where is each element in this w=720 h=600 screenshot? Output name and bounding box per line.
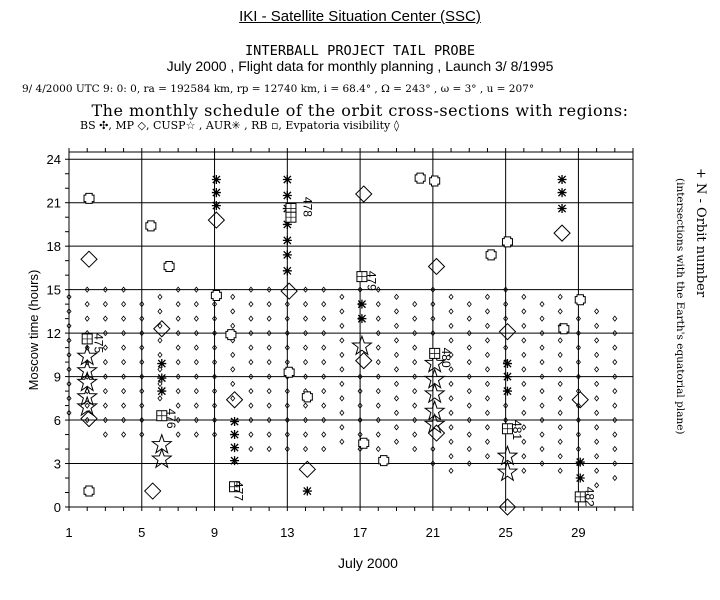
evpatoria-visibility-marker — [613, 432, 617, 437]
evpatoria-visibility-marker — [522, 410, 526, 415]
evpatoria-visibility-marker — [394, 323, 398, 328]
evpatoria-visibility-marker — [176, 316, 180, 321]
orbit-number-label: 478 — [300, 196, 315, 217]
evpatoria-visibility-marker — [595, 381, 599, 386]
evpatoria-visibility-marker — [304, 403, 308, 408]
evpatoria-visibility-marker — [467, 403, 471, 408]
evpatoria-visibility-marker — [249, 447, 253, 452]
evpatoria-visibility-marker — [340, 439, 344, 444]
mp-marker — [145, 483, 161, 499]
evpatoria-visibility-marker — [249, 345, 253, 350]
evpatoria-visibility-marker — [340, 352, 344, 357]
evpatoria-visibility-marker — [322, 403, 326, 408]
evpatoria-visibility-marker — [613, 360, 617, 365]
evpatoria-visibility-marker — [558, 454, 562, 459]
evpatoria-visibility-marker — [231, 352, 235, 357]
evpatoria-visibility-marker — [340, 367, 344, 372]
evpatoria-visibility-marker — [558, 396, 562, 401]
evpatoria-visibility-marker — [249, 403, 253, 408]
mp-marker — [208, 212, 224, 228]
orbit-number-labels — [91, 197, 596, 507]
bs-marker — [146, 221, 156, 231]
evpatoria-visibility-marker — [122, 345, 126, 350]
evpatoria-visibility-marker — [413, 302, 417, 307]
bs-marker — [164, 261, 174, 271]
bs-marker — [284, 367, 294, 377]
bs-marker — [84, 193, 94, 203]
evpatoria-visibility-marker — [595, 439, 599, 444]
cusp-marker — [425, 384, 444, 402]
evpatoria-visibility-marker — [322, 345, 326, 350]
evpatoria-visibility-marker — [340, 294, 344, 299]
orbit-number-label: 476 — [164, 408, 179, 429]
aur-marker — [576, 474, 585, 483]
evpatoria-visibility-marker — [176, 389, 180, 394]
orbit-number-caption-line1: + N - Orbit number — [693, 168, 708, 298]
aur-marker — [283, 250, 292, 259]
evpatoria-visibility-marker — [194, 432, 198, 437]
bs-marker — [302, 392, 312, 402]
aur-marker — [357, 314, 366, 323]
evpatoria-visibility-marker — [340, 410, 344, 415]
aur-marker — [303, 487, 312, 496]
evpatoria-visibility-marker — [267, 389, 271, 394]
evpatoria-visibility-marker — [522, 352, 526, 357]
y-tick-label: 12 — [46, 326, 61, 342]
evpatoria-visibility-marker — [122, 432, 126, 437]
orbit-number-label: 481 — [509, 420, 524, 441]
x-tick-label: 21 — [425, 525, 441, 540]
evpatoria-visibility-marker — [122, 360, 126, 365]
evpatoria-visibility-marker — [613, 403, 617, 408]
evpatoria-visibility-marker — [267, 360, 271, 365]
bs-marker — [226, 330, 236, 340]
aur-marker — [576, 458, 585, 467]
evpatoria-visibility-marker — [558, 309, 562, 314]
evpatoria-visibility-marker — [449, 396, 453, 401]
evpatoria-visibility-marker — [613, 316, 617, 321]
evpatoria-visibility-marker — [394, 396, 398, 401]
evpatoria-visibility-marker — [176, 432, 180, 437]
evpatoria-visibility-marker — [485, 439, 489, 444]
aur-marker — [558, 175, 567, 184]
evpatoria-visibility-marker — [595, 410, 599, 415]
evpatoria-visibility-marker — [558, 468, 562, 473]
evpatoria-visibility-marker — [522, 323, 526, 328]
x-tick-label: 17 — [352, 525, 368, 540]
bs-marker — [486, 250, 496, 260]
evpatoria-visibility-marker — [85, 403, 89, 408]
evpatoria-visibility-marker — [540, 345, 544, 350]
evpatoria-visibility-marker — [304, 345, 308, 350]
evpatoria-visibility-marker — [194, 403, 198, 408]
header-title-text: IKI - Satellite Situation Center (SSC) — [239, 8, 481, 25]
legend: BS ✣, MP ◇, CUSP☆ , AUR✳ , RB ▫, Evpatoria visibility ◊ — [80, 119, 400, 132]
evpatoria-visibility-marker — [231, 309, 235, 314]
project-title: INTERBALL PROJECT TAIL PROBE — [244, 44, 476, 59]
bs-marker — [211, 290, 221, 300]
evpatoria-visibility-marker — [540, 447, 544, 452]
evpatoria-visibility-marker — [194, 389, 198, 394]
evpatoria-visibility-marker — [376, 316, 380, 321]
evpatoria-visibility-marker — [376, 447, 380, 452]
evpatoria-visibility-marker — [449, 323, 453, 328]
aur-marker — [230, 456, 239, 465]
aur-marker — [157, 374, 166, 383]
evpatoria-visibility-marker — [413, 316, 417, 321]
evpatoria-visibility-marker — [522, 367, 526, 372]
evpatoria-visibility-marker — [449, 468, 453, 473]
evpatoria-visibility-marker — [249, 316, 253, 321]
evpatoria-visibility-marker — [558, 367, 562, 372]
evpatoria-visibility-marker — [413, 360, 417, 365]
schedule-heading: The monthly schedule of the orbit cross-sections with regions: — [91, 101, 629, 120]
x-tick-label: 13 — [280, 525, 295, 540]
evpatoria-visibility-marker — [340, 381, 344, 386]
bs-marker — [502, 237, 512, 247]
evpatoria-visibility-marker — [103, 432, 107, 437]
orbit-number-caption-line2: (intersections with the Earth's equatorial plane) — [674, 178, 686, 435]
mp-marker — [429, 258, 445, 274]
evpatoria-visibility-marker — [376, 432, 380, 437]
aur-marker — [157, 359, 166, 368]
y-tick-label: 15 — [46, 282, 61, 298]
evpatoria-visibility-marker — [103, 302, 107, 307]
evpatoria-visibility-marker — [394, 410, 398, 415]
evpatoria-visibility-marker — [176, 403, 180, 408]
evpatoria-visibility-marker — [322, 432, 326, 437]
evpatoria-visibility-marker — [122, 389, 126, 394]
y-tick-label: 9 — [53, 369, 61, 385]
evpatoria-visibility-marker — [340, 323, 344, 328]
evpatoria-visibility-marker — [595, 323, 599, 328]
evpatoria-visibility-marker — [304, 447, 308, 452]
evpatoria-visibility-marker — [449, 454, 453, 459]
evpatoria-visibility-marker — [231, 396, 235, 401]
mp-marker — [81, 411, 97, 427]
evpatoria-visibility-marker — [413, 403, 417, 408]
evpatoria-visibility-marker — [376, 403, 380, 408]
evpatoria-visibility-marker — [467, 302, 471, 307]
aur-marker — [283, 191, 292, 200]
evpatoria-visibility-marker — [322, 316, 326, 321]
evpatoria-visibility-marker — [267, 447, 271, 452]
aur-marker — [212, 188, 221, 197]
evpatoria-visibility-marker — [595, 425, 599, 430]
evpatoria-visibility-marker — [558, 294, 562, 299]
orbit-number-caption — [674, 168, 708, 528]
evpatoria-visibility-markers — [67, 287, 617, 488]
evpatoria-visibility-marker — [595, 454, 599, 459]
evpatoria-visibility-marker — [340, 396, 344, 401]
evpatoria-visibility-marker — [176, 302, 180, 307]
evpatoria-visibility-marker — [249, 389, 253, 394]
orbit-number-label: 477 — [231, 480, 246, 501]
evpatoria-visibility-marker — [85, 316, 89, 321]
evpatoria-visibility-marker — [485, 381, 489, 386]
evpatoria-visibility-marker — [449, 338, 453, 343]
evpatoria-visibility-marker — [449, 410, 453, 415]
bs-marker — [575, 295, 585, 305]
evpatoria-visibility-marker — [103, 316, 107, 321]
evpatoria-visibility-marker — [449, 381, 453, 386]
cusp-marker — [498, 462, 517, 480]
evpatoria-visibility-marker — [558, 352, 562, 357]
evpatoria-visibility-marker — [449, 439, 453, 444]
evpatoria-visibility-marker — [485, 454, 489, 459]
evpatoria-visibility-marker — [231, 381, 235, 386]
evpatoria-visibility-marker — [413, 389, 417, 394]
mp-marker — [499, 324, 515, 340]
evpatoria-visibility-marker — [595, 352, 599, 357]
bs-marker — [379, 456, 389, 466]
orbit-number-label: 475 — [91, 333, 106, 354]
bs-marker — [430, 176, 440, 186]
mp-marker — [227, 392, 243, 408]
evpatoria-visibility-marker — [522, 468, 526, 473]
mp-marker — [429, 425, 445, 441]
mp-marker — [356, 353, 372, 369]
evpatoria-visibility-marker — [613, 345, 617, 350]
evpatoria-visibility-marker — [449, 309, 453, 314]
evpatoria-visibility-marker — [522, 454, 526, 459]
orbit-number-label: 480 — [438, 347, 453, 368]
evpatoria-visibility-marker — [540, 432, 544, 437]
aur-marker — [558, 204, 567, 213]
evpatoria-visibility-marker — [558, 381, 562, 386]
evpatoria-visibility-marker — [522, 396, 526, 401]
evpatoria-visibility-marker — [449, 425, 453, 430]
evpatoria-visibility-marker — [595, 309, 599, 314]
y-axis-label: Moscow time (hours) — [26, 269, 41, 391]
mp-marker — [356, 186, 372, 202]
evpatoria-visibility-marker — [522, 309, 526, 314]
evpatoria-visibility-marker — [485, 410, 489, 415]
evpatoria-visibility-marker — [194, 302, 198, 307]
evpatoria-visibility-marker — [103, 403, 107, 408]
x-tick-label: 9 — [210, 525, 219, 540]
evpatoria-visibility-marker — [249, 432, 253, 437]
evpatoria-visibility-marker — [376, 389, 380, 394]
evpatoria-visibility-marker — [267, 345, 271, 350]
plot-frame — [69, 152, 633, 507]
aur-marker — [230, 417, 239, 426]
evpatoria-visibility-marker — [376, 345, 380, 350]
aur-marker — [230, 443, 239, 452]
evpatoria-visibility-marker — [595, 396, 599, 401]
evpatoria-visibility-marker — [522, 338, 526, 343]
evpatoria-visibility-marker — [449, 294, 453, 299]
evpatoria-visibility-marker — [158, 396, 162, 401]
evpatoria-visibility-marker — [103, 389, 107, 394]
evpatoria-visibility-marker — [467, 360, 471, 365]
evpatoria-visibility-marker — [485, 309, 489, 314]
evpatoria-visibility-marker — [613, 389, 617, 394]
evpatoria-visibility-marker — [467, 316, 471, 321]
evpatoria-visibility-marker — [340, 309, 344, 314]
evpatoria-visibility-marker — [376, 302, 380, 307]
aur-marker — [503, 387, 512, 396]
evpatoria-visibility-marker — [376, 360, 380, 365]
evpatoria-visibility-marker — [394, 352, 398, 357]
evpatoria-visibility-marker — [394, 439, 398, 444]
evpatoria-visibility-marker — [158, 294, 162, 299]
evpatoria-visibility-marker — [231, 367, 235, 372]
evpatoria-visibility-marker — [540, 389, 544, 394]
aur-marker — [212, 175, 221, 184]
bs-marker — [559, 324, 569, 334]
x-tick-label: 5 — [138, 525, 146, 540]
bs-marker — [84, 486, 94, 496]
evpatoria-visibility-marker — [394, 294, 398, 299]
evpatoria-visibility-marker — [394, 425, 398, 430]
y-tick-label: 24 — [46, 152, 61, 168]
evpatoria-visibility-marker — [467, 345, 471, 350]
evpatoria-visibility-marker — [194, 360, 198, 365]
evpatoria-visibility-marker — [267, 432, 271, 437]
evpatoria-visibility-marker — [394, 367, 398, 372]
evpatoria-visibility-marker — [467, 389, 471, 394]
evpatoria-visibility-marker — [394, 338, 398, 343]
evpatoria-visibility-marker — [540, 403, 544, 408]
aur-marker — [283, 175, 292, 184]
evpatoria-visibility-marker — [413, 447, 417, 452]
evpatoria-visibility-marker — [122, 316, 126, 321]
evpatoria-visibility-marker — [322, 447, 326, 452]
evpatoria-visibility-marker — [595, 367, 599, 372]
evpatoria-visibility-marker — [485, 323, 489, 328]
evpatoria-visibility-marker — [267, 403, 271, 408]
aur-marker — [357, 300, 366, 309]
evpatoria-visibility-marker — [122, 302, 126, 307]
mp-marker — [281, 283, 297, 299]
aur-marker — [212, 201, 221, 210]
evpatoria-visibility-marker — [158, 309, 162, 314]
bs-marker — [359, 438, 369, 448]
evpatoria-visibility-marker — [467, 447, 471, 452]
flight-subtitle: July 2000 , Flight data for monthly planning , Launch 3/ 8/1995 — [166, 58, 554, 74]
evpatoria-visibility-marker — [558, 439, 562, 444]
aur-marker — [283, 236, 292, 245]
evpatoria-visibility-marker — [485, 352, 489, 357]
evpatoria-visibility-marker — [322, 389, 326, 394]
evpatoria-visibility-marker — [485, 294, 489, 299]
evpatoria-visibility-marker — [540, 360, 544, 365]
evpatoria-visibility-marker — [394, 381, 398, 386]
evpatoria-visibility-marker — [176, 360, 180, 365]
grid — [69, 152, 633, 507]
evpatoria-visibility-marker — [413, 432, 417, 437]
evpatoria-visibility-marker — [613, 447, 617, 452]
evpatoria-visibility-marker — [540, 302, 544, 307]
evpatoria-visibility-marker — [85, 302, 89, 307]
evpatoria-visibility-marker — [304, 432, 308, 437]
mp-marker — [154, 321, 170, 337]
evpatoria-visibility-marker — [158, 352, 162, 357]
evpatoria-visibility-marker — [122, 403, 126, 408]
aur-marker — [503, 372, 512, 381]
mp-marker — [81, 251, 97, 267]
evpatoria-visibility-marker — [322, 360, 326, 365]
aur-marker — [230, 430, 239, 439]
evpatoria-visibility-marker — [485, 396, 489, 401]
orbit-parameters: 9/ 4/2000 UTC 9: 0: 0, ra = 192584 km, rp = 12740 km, i = 68.4° , Ω = 243° , ω = 3° , u = 207° — [22, 83, 535, 95]
evpatoria-visibility-marker — [304, 360, 308, 365]
evpatoria-visibility-marker — [522, 381, 526, 386]
evpatoria-visibility-marker — [558, 338, 562, 343]
cusp-marker — [152, 449, 171, 467]
evpatoria-visibility-marker — [304, 302, 308, 307]
aur-marker — [157, 387, 166, 396]
bs-marker — [415, 173, 425, 183]
evpatoria-visibility-marker — [522, 294, 526, 299]
x-tick-label: 29 — [571, 525, 586, 540]
aur-marker — [283, 266, 292, 275]
evpatoria-visibility-marker — [158, 338, 162, 343]
aur-marker — [503, 359, 512, 368]
evpatoria-visibility-marker — [558, 425, 562, 430]
evpatoria-visibility-marker — [413, 345, 417, 350]
evpatoria-visibility-marker — [485, 425, 489, 430]
aur-marker — [558, 188, 567, 197]
evpatoria-visibility-marker — [485, 338, 489, 343]
evpatoria-visibility-marker — [103, 360, 107, 365]
evpatoria-visibility-marker — [595, 468, 599, 473]
orbit-number-label: 479 — [364, 270, 379, 291]
evpatoria-visibility-marker — [485, 367, 489, 372]
evpatoria-visibility-marker — [194, 316, 198, 321]
y-tick-label: 0 — [53, 500, 61, 515]
y-tick-label: 18 — [46, 239, 61, 255]
evpatoria-visibility-marker — [231, 294, 235, 299]
y-tick-label: 21 — [46, 195, 61, 211]
x-axis-label: July 2000 — [338, 555, 398, 571]
evpatoria-visibility-marker — [249, 302, 253, 307]
evpatoria-visibility-marker — [394, 309, 398, 314]
cusp-marker — [352, 336, 371, 354]
evpatoria-visibility-marker — [249, 360, 253, 365]
x-tick-label: 1 — [65, 525, 73, 540]
cusp-marker — [425, 401, 444, 419]
evpatoria-visibility-marker — [304, 316, 308, 321]
y-tick-label: 3 — [53, 456, 61, 472]
evpatoria-visibility-marker — [467, 432, 471, 437]
y-tick-label: 6 — [53, 413, 61, 429]
evpatoria-visibility-marker — [540, 316, 544, 321]
orbit-number-label: 482 — [582, 486, 597, 507]
evpatoria-visibility-marker — [322, 302, 326, 307]
evpatoria-visibility-marker — [176, 345, 180, 350]
evpatoria-visibility-marker — [595, 338, 599, 343]
evpatoria-visibility-marker — [231, 323, 235, 328]
evpatoria-visibility-marker — [340, 425, 344, 430]
evpatoria-visibility-marker — [267, 316, 271, 321]
evpatoria-visibility-marker — [194, 345, 198, 350]
evpatoria-visibility-marker — [613, 476, 617, 481]
evpatoria-visibility-marker — [267, 302, 271, 307]
evpatoria-visibility-marker — [340, 338, 344, 343]
evpatoria-visibility-marker — [558, 410, 562, 415]
mp-marker — [554, 225, 570, 241]
x-tick-label: 25 — [498, 525, 513, 540]
